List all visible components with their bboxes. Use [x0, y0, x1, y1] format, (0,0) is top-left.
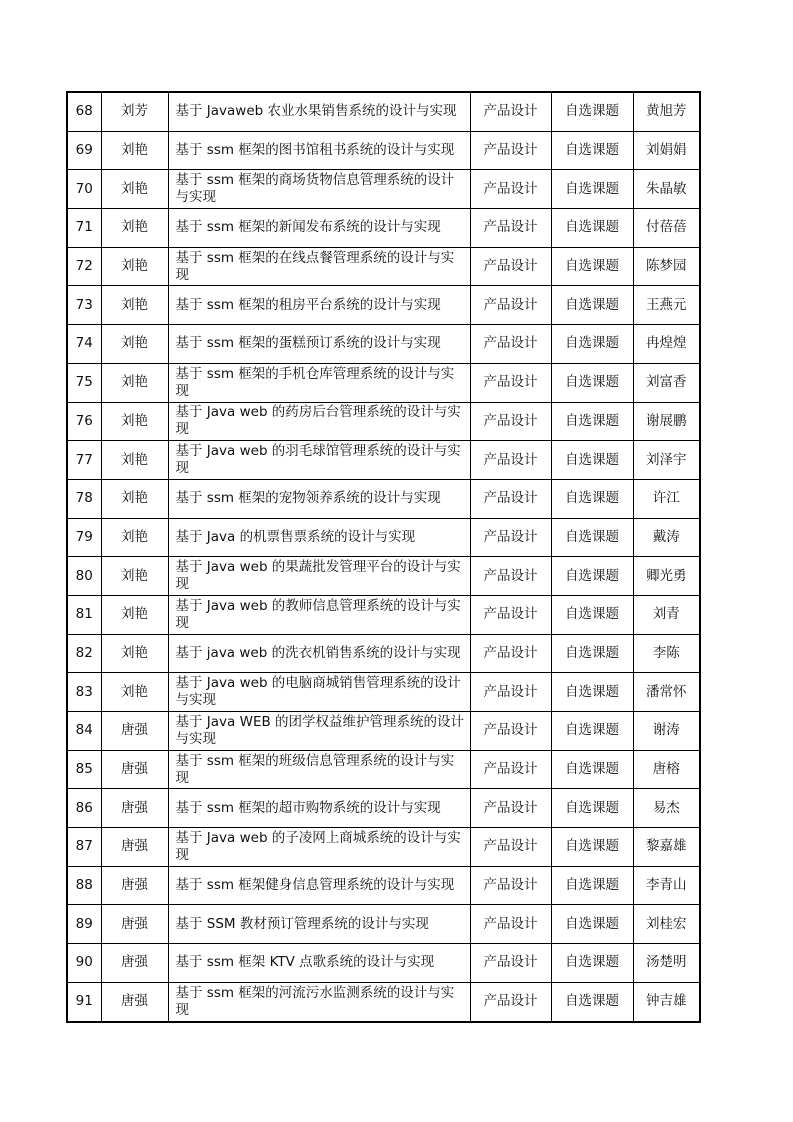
supervisor-name: 唐强 [101, 789, 168, 828]
topic-source: 自选课题 [551, 518, 633, 557]
topic-type: 产品设计 [470, 828, 551, 867]
topic-table-body [67, 92, 700, 1022]
table-row [67, 286, 700, 325]
topic-type: 产品设计 [470, 363, 551, 402]
topic-title: 基于 ssm 框架的新闻发布系统的设计与实现 [168, 209, 470, 248]
row-number: 89 [67, 905, 101, 944]
topic-type: 产品设计 [470, 131, 551, 170]
row-number: 85 [67, 750, 101, 789]
student-name: 李陈 [633, 634, 700, 673]
supervisor-name: 唐强 [101, 750, 168, 789]
supervisor-name: 刘艳 [101, 557, 168, 596]
supervisor-name: 唐强 [101, 905, 168, 944]
topic-title: 基于 Java WEB 的团学权益维护管理系统的设计与实现 [168, 712, 470, 751]
topic-title: 基于 ssm 框架 KTV 点歌系统的设计与实现 [168, 944, 470, 983]
topic-source: 自选课题 [551, 441, 633, 480]
topic-source: 自选课题 [551, 595, 633, 634]
student-name: 谢涛 [633, 712, 700, 751]
supervisor-name: 刘艳 [101, 247, 168, 286]
student-name: 戴涛 [633, 518, 700, 557]
table-row [67, 595, 700, 634]
row-number: 83 [67, 673, 101, 712]
table-row [67, 325, 700, 364]
row-number: 84 [67, 712, 101, 751]
table-row [67, 905, 700, 944]
supervisor-name: 唐强 [101, 866, 168, 905]
topic-type: 产品设计 [470, 905, 551, 944]
topic-title: 基于 ssm 框架的宠物领养系统的设计与实现 [168, 479, 470, 518]
topic-type: 产品设计 [470, 866, 551, 905]
topic-title: 基于 ssm 框架健身信息管理系统的设计与实现 [168, 866, 470, 905]
topic-type: 产品设计 [470, 750, 551, 789]
row-number: 77 [67, 441, 101, 480]
table-row [67, 479, 700, 518]
topic-source: 自选课题 [551, 247, 633, 286]
topic-title: 基于 ssm 框架的河流污水监测系统的设计与实现 [168, 982, 470, 1021]
topic-source: 自选课题 [551, 982, 633, 1021]
topic-title: 基于 ssm 框架的图书馆租书系统的设计与实现 [168, 131, 470, 170]
student-name: 易杰 [633, 789, 700, 828]
topic-title: 基于 Java web 的子凌网上商城系统的设计与实现 [168, 828, 470, 867]
topic-title: 基于 Java web 的电脑商城销售管理系统的设计与实现 [168, 673, 470, 712]
topic-source: 自选课题 [551, 789, 633, 828]
row-number: 73 [67, 286, 101, 325]
row-number: 72 [67, 247, 101, 286]
topic-type: 产品设计 [470, 982, 551, 1021]
topic-title: 基于 ssm 框架的蛋糕预订系统的设计与实现 [168, 325, 470, 364]
topic-source: 自选课题 [551, 363, 633, 402]
supervisor-name: 刘艳 [101, 209, 168, 248]
row-number: 91 [67, 982, 101, 1021]
supervisor-name: 刘艳 [101, 402, 168, 441]
student-name: 刘娟娟 [633, 131, 700, 170]
table-row [67, 866, 700, 905]
topic-title: 基于 Java web 的羽毛球馆管理系统的设计与实现 [168, 441, 470, 480]
topic-source: 自选课题 [551, 402, 633, 441]
topic-title: 基于 ssm 框架的租房平台系统的设计与实现 [168, 286, 470, 325]
student-name: 汤楚明 [633, 944, 700, 983]
supervisor-name: 刘艳 [101, 441, 168, 480]
table-row [67, 982, 700, 1021]
topic-type: 产品设计 [470, 479, 551, 518]
supervisor-name: 刘艳 [101, 479, 168, 518]
supervisor-name: 刘艳 [101, 170, 168, 209]
supervisor-name: 刘芳 [101, 92, 168, 131]
topic-source: 自选课题 [551, 712, 633, 751]
student-name: 刘富香 [633, 363, 700, 402]
topic-title: 基于 ssm 框架的在线点餐管理系统的设计与实现 [168, 247, 470, 286]
topic-type: 产品设计 [470, 92, 551, 131]
student-name: 钟吉雄 [633, 982, 700, 1021]
supervisor-name: 刘艳 [101, 518, 168, 557]
table-row [67, 209, 700, 248]
row-number: 87 [67, 828, 101, 867]
student-name: 王燕元 [633, 286, 700, 325]
table-row [67, 673, 700, 712]
student-name: 付蓓蓓 [633, 209, 700, 248]
student-name: 许江 [633, 479, 700, 518]
supervisor-name: 唐强 [101, 944, 168, 983]
topic-source: 自选课题 [551, 557, 633, 596]
table-row [67, 634, 700, 673]
supervisor-name: 唐强 [101, 982, 168, 1021]
topic-source: 自选课题 [551, 286, 633, 325]
topic-title: 基于 ssm 框架的手机仓库管理系统的设计与实现 [168, 363, 470, 402]
topic-title: 基于 java web 的洗衣机销售系统的设计与实现 [168, 634, 470, 673]
topic-type: 产品设计 [470, 170, 551, 209]
topic-table [66, 91, 701, 1023]
row-number: 75 [67, 363, 101, 402]
supervisor-name: 刘艳 [101, 131, 168, 170]
student-name: 谢展鹏 [633, 402, 700, 441]
row-number: 70 [67, 170, 101, 209]
topic-type: 产品设计 [470, 402, 551, 441]
table-row [67, 441, 700, 480]
student-name: 黎嘉雄 [633, 828, 700, 867]
supervisor-name: 刘艳 [101, 363, 168, 402]
row-number: 82 [67, 634, 101, 673]
topic-type: 产品设计 [470, 673, 551, 712]
table-row [67, 131, 700, 170]
supervisor-name: 刘艳 [101, 634, 168, 673]
topic-source: 自选课题 [551, 92, 633, 131]
topic-source: 自选课题 [551, 209, 633, 248]
topic-source: 自选课题 [551, 634, 633, 673]
topic-title: 基于 Javaweb 农业水果销售系统的设计与实现 [168, 92, 470, 131]
topic-source: 自选课题 [551, 479, 633, 518]
topic-source: 自选课题 [551, 828, 633, 867]
topic-type: 产品设计 [470, 247, 551, 286]
topic-title: 基于 ssm 框架的商场货物信息管理系统的设计与实现 [168, 170, 470, 209]
table-row [67, 247, 700, 286]
table-row [67, 402, 700, 441]
supervisor-name: 刘艳 [101, 673, 168, 712]
student-name: 唐榕 [633, 750, 700, 789]
topic-type: 产品设计 [470, 325, 551, 364]
row-number: 79 [67, 518, 101, 557]
supervisor-name: 唐强 [101, 712, 168, 751]
student-name: 刘青 [633, 595, 700, 634]
student-name: 陈梦园 [633, 247, 700, 286]
topic-title: 基于 Java web 的果蔬批发管理平台的设计与实现 [168, 557, 470, 596]
topic-source: 自选课题 [551, 170, 633, 209]
topic-source: 自选课题 [551, 673, 633, 712]
table-row [67, 363, 700, 402]
topic-title: 基于 Java 的机票售票系统的设计与实现 [168, 518, 470, 557]
topic-source: 自选课题 [551, 944, 633, 983]
topic-source: 自选课题 [551, 866, 633, 905]
student-name: 李青山 [633, 866, 700, 905]
row-number: 81 [67, 595, 101, 634]
topic-type: 产品设计 [470, 518, 551, 557]
row-number: 68 [67, 92, 101, 131]
supervisor-name: 刘艳 [101, 325, 168, 364]
table-row [67, 557, 700, 596]
topic-title: 基于 Java web 的药房后台管理系统的设计与实现 [168, 402, 470, 441]
table-row [67, 518, 700, 557]
table-row [67, 170, 700, 209]
student-name: 潘常怀 [633, 673, 700, 712]
topic-source: 自选课题 [551, 905, 633, 944]
topic-type: 产品设计 [470, 441, 551, 480]
topic-type: 产品设计 [470, 944, 551, 983]
row-number: 88 [67, 866, 101, 905]
topic-source: 自选课题 [551, 325, 633, 364]
topic-type: 产品设计 [470, 712, 551, 751]
supervisor-name: 唐强 [101, 828, 168, 867]
student-name: 卿光勇 [633, 557, 700, 596]
table-row [67, 712, 700, 751]
row-number: 71 [67, 209, 101, 248]
topic-source: 自选课题 [551, 750, 633, 789]
topic-title: 基于 Java web 的教师信息管理系统的设计与实现 [168, 595, 470, 634]
table-row [67, 789, 700, 828]
topic-type: 产品设计 [470, 557, 551, 596]
supervisor-name: 刘艳 [101, 595, 168, 634]
topic-type: 产品设计 [470, 789, 551, 828]
topic-type: 产品设计 [470, 209, 551, 248]
student-name: 黄旭芳 [633, 92, 700, 131]
table-row [67, 828, 700, 867]
student-name: 刘桂宏 [633, 905, 700, 944]
topic-title: 基于 ssm 框架的超市购物系统的设计与实现 [168, 789, 470, 828]
topic-title: 基于 SSM 教材预订管理系统的设计与实现 [168, 905, 470, 944]
row-number: 90 [67, 944, 101, 983]
topic-type: 产品设计 [470, 634, 551, 673]
row-number: 69 [67, 131, 101, 170]
student-name: 刘泽宇 [633, 441, 700, 480]
topic-type: 产品设计 [470, 286, 551, 325]
topic-title: 基于 ssm 框架的班级信息管理系统的设计与实现 [168, 750, 470, 789]
row-number: 78 [67, 479, 101, 518]
row-number: 80 [67, 557, 101, 596]
table-row [67, 750, 700, 789]
table-row [67, 92, 700, 131]
topic-source: 自选课题 [551, 131, 633, 170]
row-number: 76 [67, 402, 101, 441]
student-name: 朱晶敏 [633, 170, 700, 209]
row-number: 86 [67, 789, 101, 828]
supervisor-name: 刘艳 [101, 286, 168, 325]
topic-type: 产品设计 [470, 595, 551, 634]
row-number: 74 [67, 325, 101, 364]
table-row [67, 944, 700, 983]
student-name: 冉煌煌 [633, 325, 700, 364]
